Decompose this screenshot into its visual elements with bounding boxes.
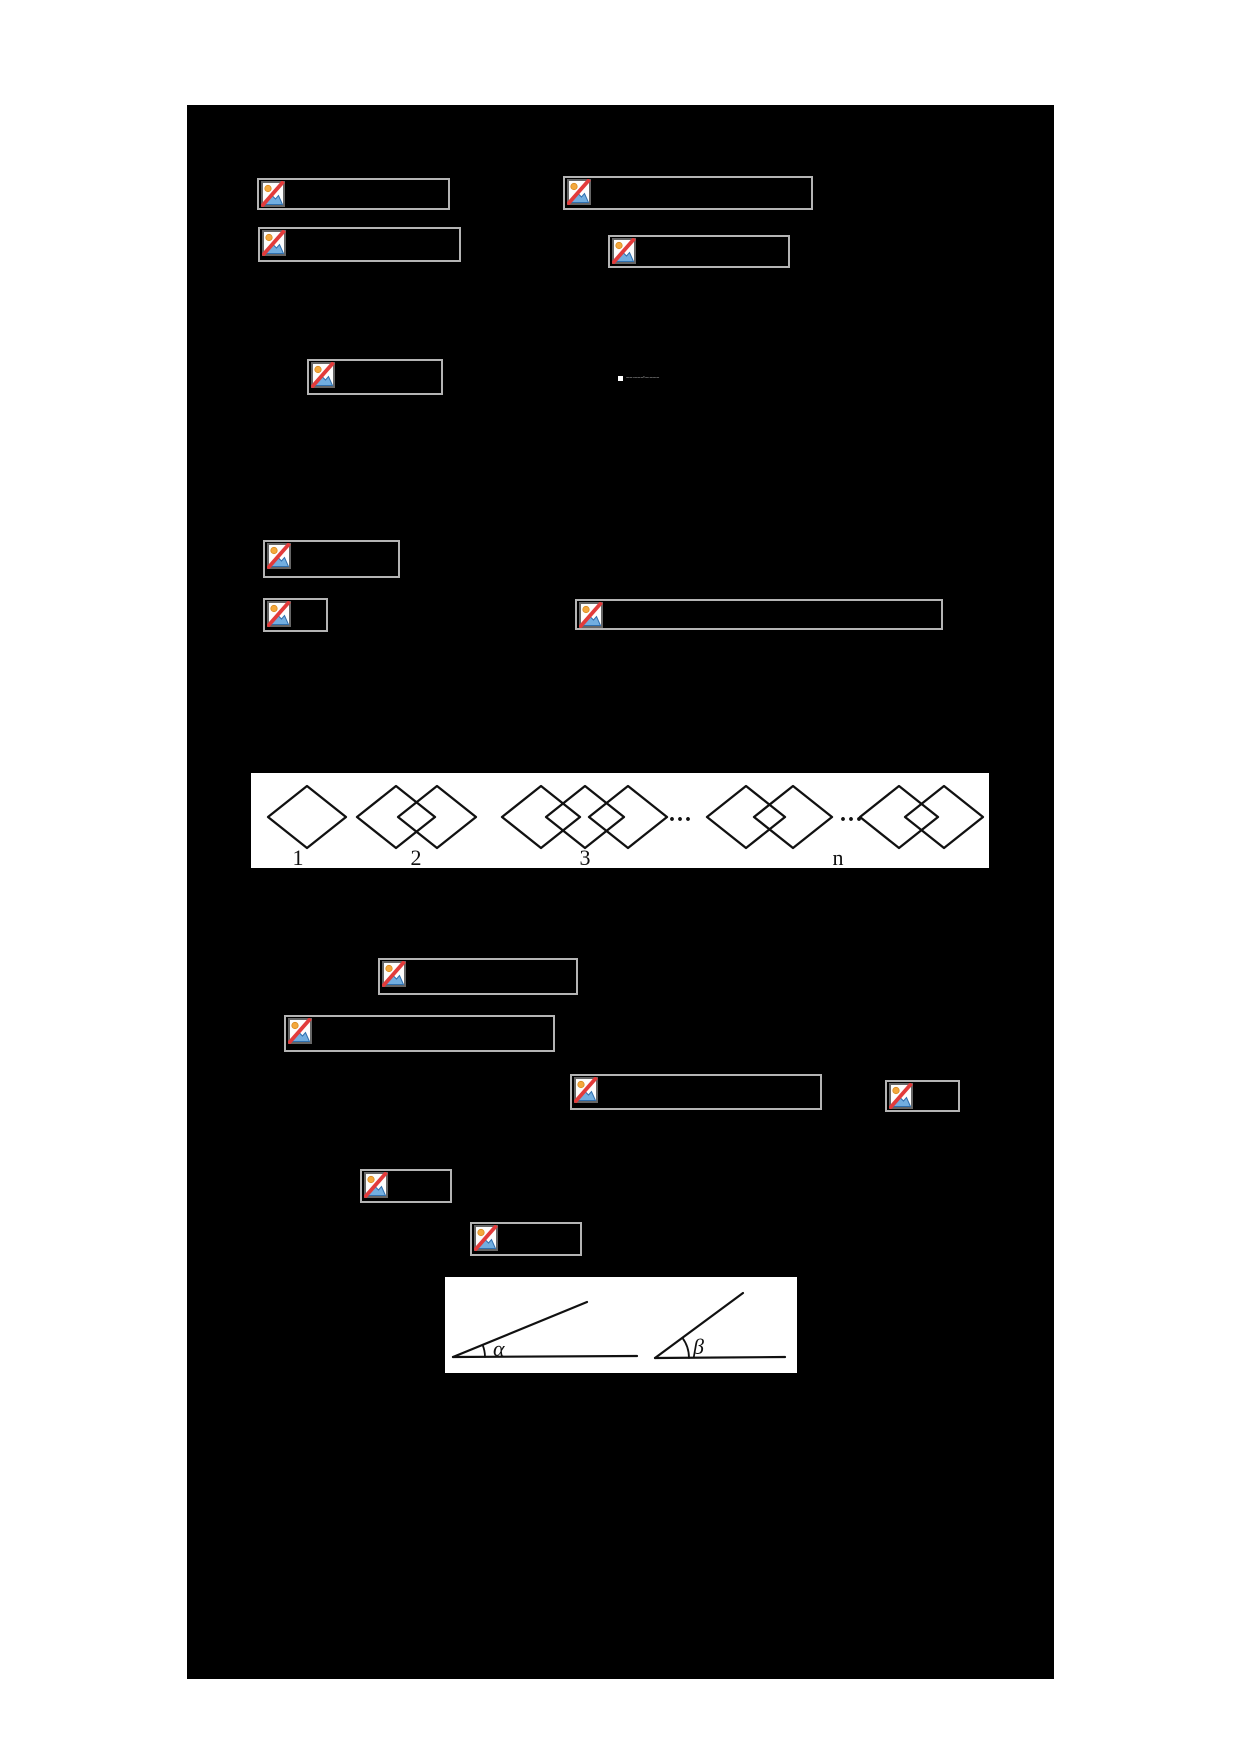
micro-caption-text: ‒‒·‒‒‒ᵗ‒·‒‒‒ (626, 375, 660, 381)
angles-figure (445, 1277, 797, 1373)
broken-image-box-box-3 (258, 227, 461, 262)
broken-image-box-box-6 (263, 540, 400, 578)
broken-image-icon (267, 601, 291, 627)
broken-image-box-box-7 (263, 598, 328, 632)
micro-caption-bullet-icon (618, 376, 623, 381)
broken-image-box-box-5 (307, 359, 443, 395)
document-page (187, 105, 1054, 1679)
ellipsis-2: ··· (838, 807, 864, 833)
broken-image-box-box-12 (885, 1080, 960, 1112)
angle-alpha-label: α (493, 1336, 505, 1361)
broken-image-icon (262, 230, 286, 256)
broken-image-icon (474, 1225, 498, 1251)
broken-image-icon (267, 543, 291, 569)
broken-image-icon (382, 961, 406, 987)
broken-image-box-box-9 (378, 958, 578, 995)
micro-caption (618, 376, 659, 381)
broken-image-icon (288, 1018, 312, 1044)
broken-image-box-box-2 (563, 176, 813, 210)
broken-image-box-box-10 (284, 1015, 555, 1052)
broken-image-box-box-11 (570, 1074, 822, 1110)
broken-image-box-box-8 (575, 599, 943, 630)
diamond-sequence-figure (251, 773, 989, 868)
broken-image-icon (261, 181, 285, 207)
diamond-label-3: 3 (579, 845, 591, 868)
diamond-sequence-drawing (251, 773, 989, 868)
broken-image-icon (574, 1077, 598, 1103)
broken-image-icon (311, 362, 335, 388)
diamond-label-2: 2 (410, 845, 422, 868)
ellipsis-1: ··· (667, 807, 693, 833)
diamond-label-n: n (832, 845, 844, 868)
broken-image-box-box-14 (470, 1222, 582, 1256)
broken-image-box-box-4 (608, 235, 790, 268)
broken-image-icon (612, 238, 636, 264)
broken-image-box-box-1 (257, 178, 450, 210)
broken-image-icon (579, 602, 603, 628)
diamond-label-1: 1 (292, 845, 304, 868)
broken-image-box-box-13 (360, 1169, 452, 1203)
broken-image-icon (364, 1172, 388, 1198)
angle-beta-label: β (693, 1334, 704, 1359)
angles-drawing (445, 1277, 797, 1373)
broken-image-icon (567, 179, 591, 205)
broken-image-icon (889, 1083, 913, 1109)
